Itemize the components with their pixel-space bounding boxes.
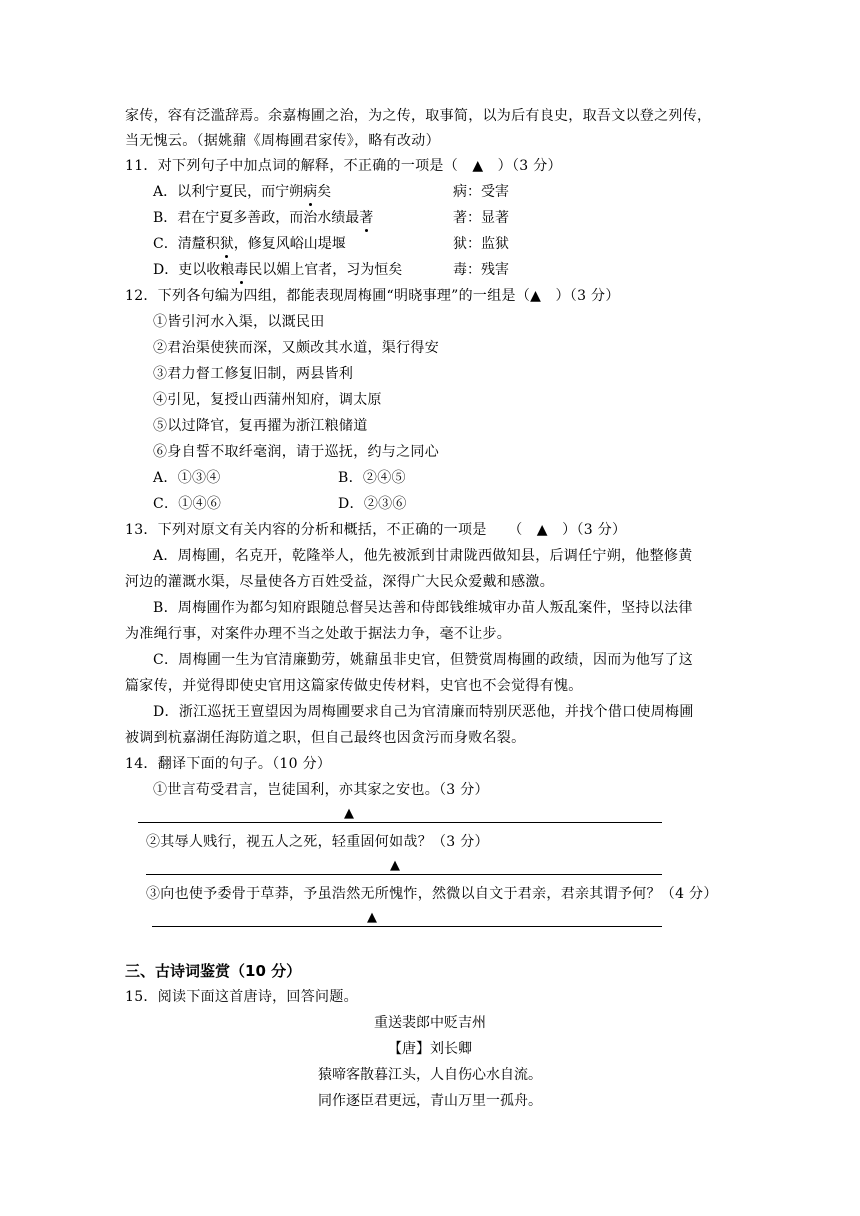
question-12-stem: 12．下列各句编为四组，都能表现周梅圃“明晓事理”的一组是（▲ ）（3 分） (125, 288, 620, 304)
question-11-stem: 11．对下列句子中加点词的解释，不正确的一项是（ ▲ ）（3 分） (125, 158, 562, 174)
poem-title: 重送裴郎中贬吉州 (374, 1015, 486, 1031)
q12-choice-d: D．②③⑥ (338, 496, 407, 512)
q11-gloss-d: 毒：残害 (453, 262, 509, 278)
answer-marker: ▲ (390, 858, 400, 873)
q13-option-c-cont: 篇家传，并觉得即使史官用这篇家传做史传材料，史官也不会觉得有愧。 (125, 678, 583, 694)
poem-line: 同作逐臣君更远，青山万里一孤舟。 (318, 1093, 542, 1109)
answer-marker: ▲ (344, 806, 354, 821)
question-15-stem: 15．阅读下面这首唐诗，回答问题。 (125, 989, 358, 1005)
q13-option-a: A．周梅圃，名克开，乾隆举人，他先被派到甘肃陇西做知县，后调任宁朔，他整修黄 (153, 548, 693, 564)
q13-option-d: D．浙江巡抚王亶望因为周梅圃要求自己为官清廉而特别厌恶他，并找个借口使周梅圃 (153, 704, 694, 720)
q11-gloss-b: 著：显著 (453, 210, 509, 226)
dotted-word: 病 (303, 184, 318, 200)
q13-option-d-cont: 被调到杭嘉湖任海防道之职，但自己最终也因贪污而身败名裂。 (125, 730, 526, 746)
q14-sentence-2: ②其辱人贱行，视五人之死，轻重固何如哉？（3 分） (146, 834, 489, 850)
poem-author: 【唐】刘长卿 (388, 1041, 472, 1057)
option-text: B．君在宁夏多善政，而治水绩最 (153, 210, 360, 226)
section-heading: 三、古诗词鉴赏（10 分） (125, 962, 302, 980)
q11-option-c (153, 234, 346, 254)
q14-sentence-3: ③向也使予委骨于草莽，予虽浩然无所愧怍，然微以自文于君亲，君亲其谓予何？（4 分） (146, 886, 718, 902)
q12-choice-b: B．②④⑤ (338, 470, 406, 486)
answer-line (138, 822, 662, 823)
dotted-word: 毒 (234, 262, 249, 278)
q11-gloss-c: 狱：监狱 (453, 236, 509, 252)
question-14-stem: 14．翻译下面的句子。（10 分） (125, 756, 332, 772)
question-13-stem: 13．下列对原文有关内容的分析和概括，不正确的一项是 （ ▲ ）（3 分） (125, 522, 627, 538)
q12-choice-c: C．①④⑥ (153, 496, 222, 512)
passage-line: 家传，容有泛滥辞焉。余嘉梅圃之治，为之传，取事简，以为后有良史，取吾文以登之列传， (125, 108, 712, 124)
option-text: C．清釐积 (153, 236, 220, 252)
q12-item: ④引见，复授山西蒲州知府，调太原 (153, 392, 382, 408)
q13-option-b: B．周梅圃作为都匀知府跟随总督吴达善和侍郎钱维城审办苗人叛乱案件，坚持以法律 (153, 600, 693, 616)
answer-marker: ▲ (367, 910, 377, 925)
option-text: 民以媚上官者，习为恒矣 (248, 262, 403, 278)
poem-line: 猿啼客散暮江头，人自伤心水自流。 (318, 1067, 542, 1083)
q12-item: ⑥身自誓不取纤毫润，请于巡抚，约与之同心 (153, 444, 439, 460)
q11-gloss-a: 病：受害 (453, 184, 509, 200)
q11-option-b (153, 208, 373, 228)
q11-option-a (153, 182, 331, 202)
q14-sentence-1: ①世言苟受君言，岂徒国利，亦其家之安也。（3 分） (153, 782, 489, 798)
option-text: D．吏以收粮 (153, 262, 235, 278)
q13-option-b-cont: 为准绳行事，对案件办理不当之处敢于据法力争，毫不让步。 (125, 626, 512, 642)
q12-item: ①皆引河水入渠，以溉民田 (153, 314, 325, 330)
option-text: 矣 (317, 184, 332, 200)
dotted-word: 著 (359, 210, 374, 226)
q12-item: ②君治渠使狭而深，又颇改其水道，渠行得安 (153, 340, 439, 356)
option-text: A．以利宁夏民，而宁朔 (153, 184, 304, 200)
option-text: ，修复风峪山堤堰 (233, 236, 346, 252)
dotted-word: 狱 (219, 236, 234, 252)
passage-line: 当无愧云。（据姚鼐《周梅圃君家传》，略有改动） (125, 133, 440, 149)
q13-option-c: C．周梅圃一生为官清廉勤劳，姚鼐虽非史官，但赞赏周梅圃的政绩，因而为他写了这 (153, 652, 694, 668)
answer-line (152, 926, 662, 927)
q12-item: ⑤以过降官，复再擢为浙江粮储道 (153, 418, 368, 434)
q11-option-d (153, 260, 402, 280)
q13-option-a-cont: 河边的灌溉水渠，尽量使各方百姓受益，深得广大民众爱戴和感激。 (125, 574, 554, 590)
q12-item: ③君力督工修复旧制，两县皆利 (153, 366, 354, 382)
answer-line (146, 874, 662, 875)
q12-choice-a: A．①③④ (153, 470, 221, 486)
